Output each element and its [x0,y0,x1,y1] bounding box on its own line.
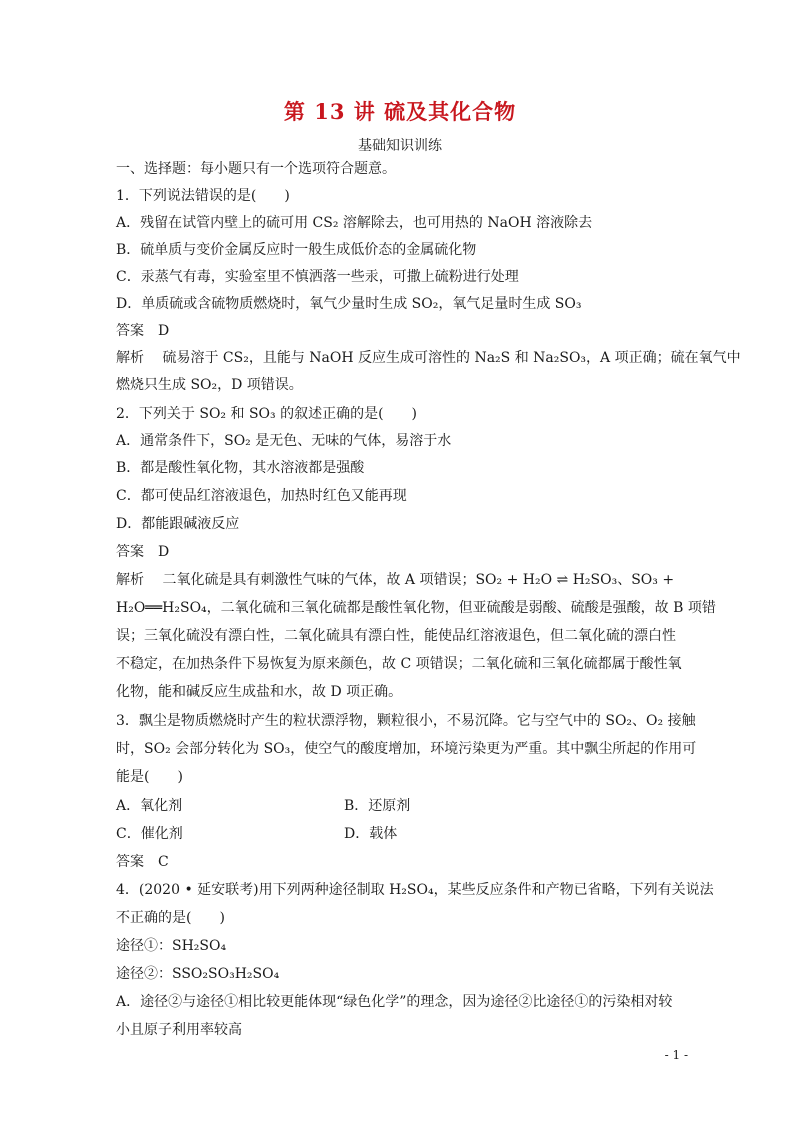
q3-option-a: A．氧化剂 [116,798,183,814]
q1-analysis-line: 解析 硫易溶于 CS₂，且能与 NaOH 反应生成可溶性的 Na₂S 和 Na₂SO₃，A 项正确；硫在氧气中 [116,350,741,366]
question-3-line: 时，SO₂ 会部分转化为 SO₃，使空气的酸度增加，环境污染更为严重。其中飘尘所起的作用可 [116,741,697,757]
question-3-line: 能是( ) [116,769,183,785]
q2-option-c: C．都可使品红溶液退色，加热时红色又能再现 [116,488,407,504]
q3-option-d: D．载体 [344,826,398,842]
q1-answer: 答案 D [116,323,170,339]
q2-answer: 答案 D [116,544,170,560]
q3-answer: 答案 C [116,854,169,870]
question-1: 1．下列说法错误的是( ) [116,188,290,204]
q4-option-a-line: 小且原子利用率较高 [116,1022,242,1038]
q2-analysis-line: 解析 二氧化硫是具有刺激性气味的气体，故 A 项错误；SO₂ + H₂O ⇌ H₂SO₃、SO₃ + [116,572,675,588]
q2-analysis-line: 误；三氧化硫没有漂白性，二氧化硫具有漂白性，能使品红溶液退色，但二氧化硫的漂白性 [116,628,676,644]
question-3: 3．飘尘是物质燃烧时产生的粒状漂浮物，颗粒很小，不易沉降。它与空气中的 SO₂、O₂ 接触 [116,713,696,729]
page-subtitle: 基础知识训练 [358,138,442,154]
q3-option-b: B．还原剂 [344,798,411,814]
question-2: 2．下列关于 SO₂ 和 SO₃ 的叙述正确的是( ) [116,406,417,422]
q1-option-a: A．残留在试管内壁上的硫可用 CS₂ 溶解除去，也可用热的 NaOH 溶液除去 [116,215,593,231]
page-number: - 1 - [664,1048,688,1062]
q2-analysis-line: 不稳定，在加热条件下易恢复为原来颜色，故 C 项错误；二氧化硫和三氧化硫都属于酸性氧 [116,656,682,672]
q3-option-c: C．催化剂 [116,826,183,842]
q1-option-c: C．汞蒸气有毒，实验室里不慎洒落一些汞，可撒上硫粉进行处理 [116,269,519,285]
q2-analysis-line: H₂O══H₂SO₄，二氧化硫和三氧化硫都是酸性氧化物，但亚硫酸是弱酸、硫酸是强酸，故 B 项错 [116,600,716,616]
q2-option-a: A．通常条件下，SO₂ 是无色、无味的气体，易溶于水 [116,433,452,449]
question-4-line: 不正确的是( ) [116,910,225,926]
q1-option-b: B．硫单质与变价金属反应时一般生成低价态的金属硫化物 [116,242,477,258]
route-2: 途径②：SSO₂SO₃H₂SO₄ [116,966,280,982]
q2-option-b: B．都是酸性氧化物，其水溶液都是强酸 [116,460,365,476]
question-4: 4．(2020 • 延安联考)用下列两种途径制取 H₂SO₄，某些反应条件和产物已省略，下列有关说法 [116,882,714,898]
q1-analysis-line: 燃烧只生成 SO₂，D 项错误。 [116,377,303,393]
q1-option-d: D．单质硫或含硫物质燃烧时，氧气少量时生成 SO₂，氧气足量时生成 SO₃ [116,296,582,312]
q2-option-d: D．都能跟碱液反应 [116,516,240,532]
page-title: 第 13 讲 硫及其化合物 [283,99,517,124]
section-heading: 一、选择题：每小题只有一个选项符合题意。 [116,161,396,177]
route-1: 途径①：SH₂SO₄ [116,938,227,954]
q2-analysis-line: 化物，能和碱反应生成盐和水，故 D 项正确。 [116,684,403,700]
q4-option-a: A．途径②与途径①相比较更能体现“绿色化学”的理念，因为途径②比途径①的污染相对较 [116,994,673,1010]
